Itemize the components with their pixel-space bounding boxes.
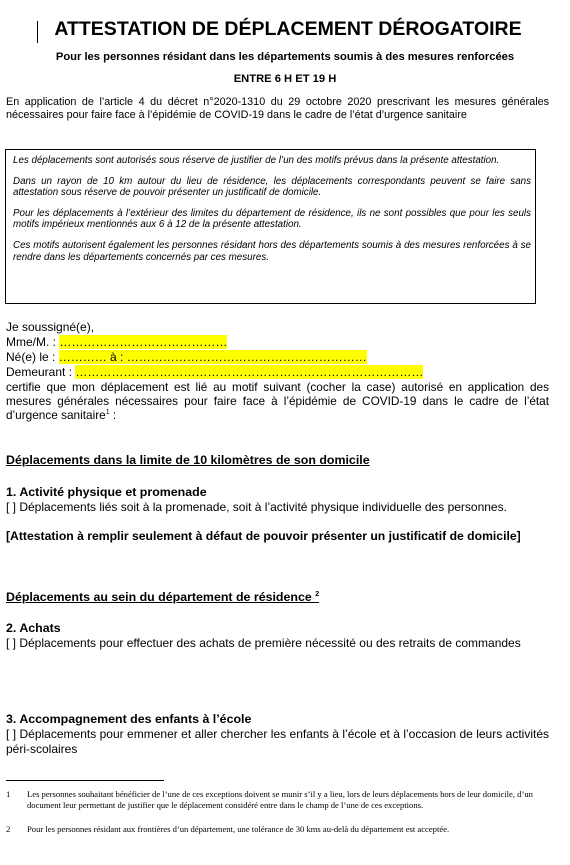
birth-date-field[interactable]: ………… à : ……………………………………………………	[58, 350, 367, 364]
item-3-title: 3. Accompagnement des enfants à l’école	[6, 712, 252, 726]
item-1-note: [Attestation à remplir seulement à défaut de pouvoir présenter un justificatif de domicile]	[6, 529, 521, 543]
item-1-checkbox-text[interactable]: [ ] Déplacements liés soit à la promenade, soit à l’activité physique individuelle des personnes.	[6, 500, 507, 514]
document-subtitle: Pour les personnes résidant dans les départements soumis à des mesures renforcées	[55, 51, 515, 63]
footnote-2-number: 2	[6, 824, 11, 834]
footnote-ref-1: 1	[105, 409, 110, 417]
undersigned-line: Je soussigné(e),	[6, 320, 95, 334]
name-label: Mme/M. :	[6, 335, 60, 349]
birth-place-field[interactable]: ……………………………………………………	[126, 350, 367, 364]
conditions-box	[5, 149, 536, 304]
item-2-title: 2. Achats	[6, 621, 61, 635]
name-row	[6, 335, 227, 349]
name-field[interactable]: ……………………………………	[59, 335, 228, 349]
footnote-2	[6, 824, 536, 848]
intro-paragraph: En application de l’article 4 du décret n°2020-1310 du 29 octobre 2020 prescrivant les mesures générales nécessaires pour faire face à l’épidémie de COVID-19 dans le cadre de l’état d’urgence sanitaire	[6, 96, 549, 121]
conditions-paragraph-4: Ces motifs autorisent également les personnes résidant hors des départements soumis à des mesures renforcées à se rendre dans les départements concernés par ces mesures.	[13, 239, 531, 263]
conditions-paragraph-3: Pour les déplacements à l’extérieur des limites du département de résidence, ils ne sont possibles que pour les seuls motifs impérieux mentionnés aux 6 à 12 de la présente attestation.	[13, 207, 531, 231]
birth-row	[6, 350, 367, 364]
footnote-separator	[6, 780, 164, 781]
conditions-paragraph-2: Dans un rayon de 10 km autour du lieu de résidence, les déplacements correspondants peuvent se faire sans attestation sous réserve de pouvoir présenter un justificatif de domicile.	[13, 175, 531, 199]
document-title: ATTESTATION DE DÉPLACEMENT DÉROGATOIRE	[54, 18, 522, 40]
item-2-checkbox-text[interactable]: [ ] Déplacements pour effectuer des achats de première nécessité ou des retraits de commandes	[6, 636, 521, 650]
section-heading-department: Déplacements au sein du département de résidence $^2$	[6, 590, 320, 604]
item-3-checkbox-text[interactable]: [ ] Déplacements pour emmener et aller chercher les enfants à l’école et à l’occasion de leurs activités péri-scolaires	[6, 727, 549, 756]
item-1-title: 1. Activité physique et promenade	[6, 485, 207, 499]
footnote-1-text: Les personnes souhaitant bénéficier de l’une de ces exceptions doivent se munir s’il y a lieu, lors de leurs déplacements hors de leur domicile, d’un document leur permettant de justifier que le déplacement considéré entre dans le champ de l’une de ces exceptions.	[27, 789, 533, 810]
footnote-2-text: Pour les personnes résidant aux frontières d’un département, une tolérance de 30 kms au-delà du département est acceptée.	[27, 824, 450, 834]
address-row	[6, 365, 423, 379]
address-field[interactable]: ……………………………………………………………………………	[75, 365, 424, 379]
conditions-paragraph-1: Les déplacements sont autorisés sous réserve de justifier de l’un des motifs prévus dans la présente attestation.	[13, 155, 500, 166]
address-label: Demeurant :	[6, 365, 76, 379]
footnote-1-number: 1	[6, 789, 11, 799]
footnote-1	[6, 789, 536, 823]
hours-line: ENTRE 6 H ET 19 H	[233, 73, 337, 85]
footnote-ref-2: 2	[315, 590, 320, 598]
section-heading-10km: Déplacements dans la limite de 10 kilomètres de son domicile	[6, 453, 370, 467]
birth-place-label: à :	[106, 350, 127, 364]
certify-paragraph: certifie que mon déplacement est lié au motif suivant (cocher la case) autorisé en application des mesures générales nécessaires pour faire face à l’épidémie de COVID-19 dans le cadre de l’état d’urgence sanitaire$^1$ :	[6, 380, 549, 422]
birth-date-label: Né(e) le :	[6, 350, 59, 364]
